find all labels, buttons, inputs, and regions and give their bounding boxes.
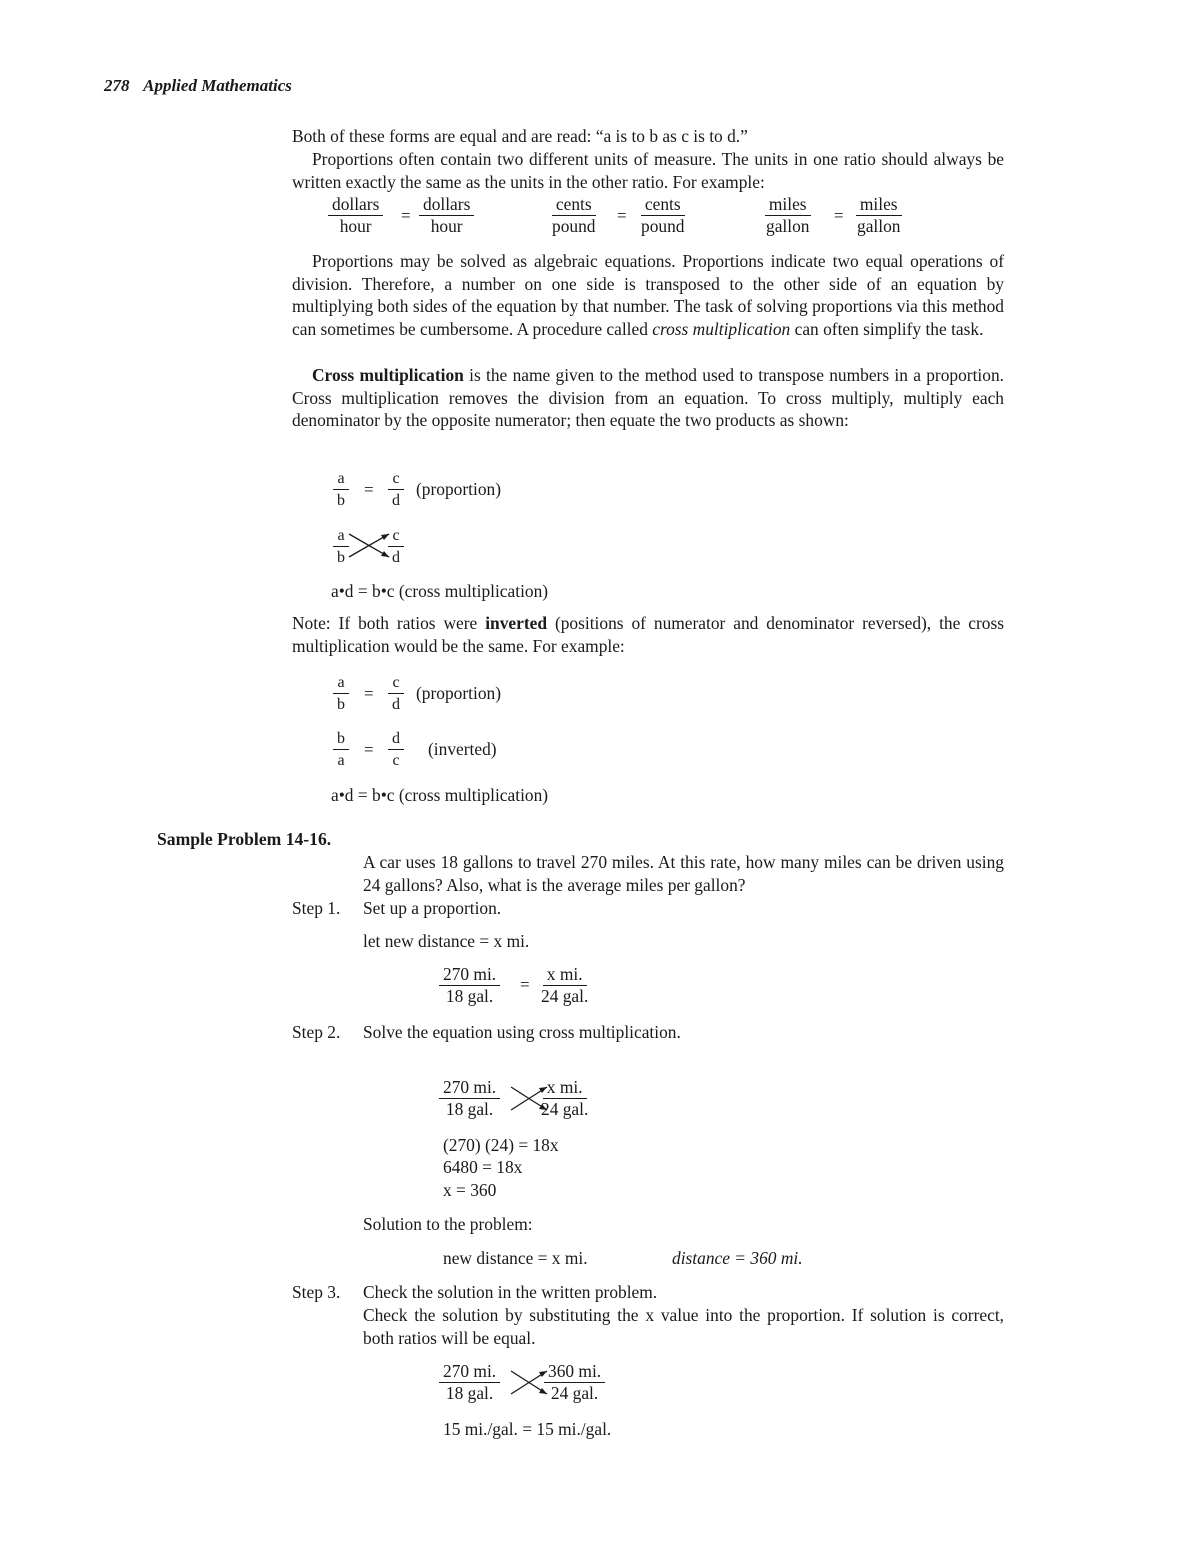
numerator: c xyxy=(388,468,403,490)
cross-arrows-icon xyxy=(509,1367,549,1397)
step2-label: Step 2. xyxy=(292,1022,341,1042)
solution-label: Solution to the problem: xyxy=(363,1214,533,1234)
label-proportion-2: (proportion) xyxy=(416,683,502,703)
numerator: x mi. xyxy=(543,964,587,986)
denominator: 18 gal. xyxy=(445,1099,494,1119)
unit-fraction-miles-right xyxy=(853,194,904,237)
equals-sign: = xyxy=(617,206,627,225)
text: (positions of numerator and denominator reversed), the cross multiplication would be the same. For example: xyxy=(292,613,1004,656)
step3-label: Step 3. xyxy=(292,1282,341,1302)
fraction-c-over-d-2 xyxy=(388,672,404,715)
calc-line-3: x = 360 xyxy=(443,1180,497,1200)
denominator: a xyxy=(337,752,345,769)
paragraph-note-inverted xyxy=(292,612,1004,657)
paragraph-units: Proportions often contain two different units of measure. The units in one ratio should always be written exactly the same as the units in the other ratio. For example: xyxy=(292,149,1004,192)
paragraph-cross-multiplication xyxy=(292,364,1004,432)
numerator: cents xyxy=(641,194,685,216)
sample-problem-text: A car uses 18 gallons to travel 270 miles. At this rate, how many miles can be driven using 24 gallons? Also, what is the average miles per gallon? xyxy=(363,852,1004,895)
denominator: 18 gal. xyxy=(445,986,494,1006)
denominator: 24 gal. xyxy=(541,986,589,1006)
calc-line-1: (270) (24) = 18x xyxy=(443,1135,559,1155)
paragraph-algebraic xyxy=(292,250,1004,340)
page-header xyxy=(104,76,292,96)
label-proportion: (proportion) xyxy=(416,479,502,499)
step3-detail: Check the solution by substituting the x value into the proportion. If solution is correct, both ratios will be equal. xyxy=(363,1305,1004,1348)
numerator: x mi. xyxy=(543,1077,587,1099)
numerator: a xyxy=(333,525,348,547)
paragraph-forms-equal: Both of these forms are equal and are read: “a is to b as c is to d.” xyxy=(292,126,748,146)
denominator: d xyxy=(392,696,400,713)
numerator: 270 mi. xyxy=(439,1361,500,1383)
unit-fraction-cents-left xyxy=(548,194,599,237)
denominator: c xyxy=(392,752,400,769)
fraction-270-over-18 xyxy=(439,964,500,1007)
numerator: 360 mi. xyxy=(544,1361,605,1383)
solution-left: new distance = x mi. xyxy=(443,1248,588,1268)
check-fraction-360-over-24 xyxy=(544,1361,605,1404)
fraction-a-over-b xyxy=(333,468,349,511)
text: Note: If both ratios were xyxy=(292,613,486,633)
denominator: hour xyxy=(339,216,372,236)
denominator: 24 gal. xyxy=(550,1383,599,1403)
term-cross-multiplication-bold: Cross multiplication xyxy=(312,365,464,385)
denominator: pound xyxy=(641,216,685,236)
cross-arrows-icon xyxy=(347,530,391,560)
book-title: Applied Mathematics xyxy=(143,76,292,95)
numerator: a xyxy=(333,468,348,490)
text: can often simplify the task. xyxy=(790,318,984,339)
page-number: 278 xyxy=(104,76,130,95)
numerator: c xyxy=(388,672,403,694)
denominator: b xyxy=(337,492,345,509)
denominator: b xyxy=(337,696,345,713)
cross-fraction-x-over-24 xyxy=(537,1077,592,1120)
solution-answer: distance = 360 mi. xyxy=(672,1248,803,1268)
unit-fraction-miles-left xyxy=(762,194,813,237)
fraction-b-over-a xyxy=(333,728,349,771)
numerator: d xyxy=(388,728,404,750)
denominator: d xyxy=(392,549,400,566)
fraction-x-over-24 xyxy=(537,964,592,1007)
denominator: b xyxy=(337,549,345,566)
cross-multiplication-result: a•d = b•c (cross multiplication) xyxy=(331,581,549,601)
step3-text: Check the solution in the written problem. xyxy=(363,1282,658,1302)
denominator: d xyxy=(392,492,400,509)
fraction-d-over-c xyxy=(388,728,404,771)
text: is the name given to the method used to transpose numbers in a proportion. Cross multiplication removes the division from an equation. To cross multiply, multiply each denominator by the opposite numerator; then equate the two products as shown: xyxy=(292,365,1004,431)
denominator: gallon xyxy=(766,216,810,236)
numerator: miles xyxy=(856,194,902,216)
calc-line-2: 6480 = 18x xyxy=(443,1157,523,1177)
equals-sign: = xyxy=(364,684,374,703)
numerator: cents xyxy=(552,194,596,216)
denominator: pound xyxy=(552,216,596,236)
label-inverted: (inverted) xyxy=(428,739,497,759)
step1-label: Step 1. xyxy=(292,898,341,918)
numerator: 270 mi. xyxy=(439,1077,500,1099)
numerator: miles xyxy=(765,194,811,216)
step2-text: Solve the equation using cross multiplication. xyxy=(363,1022,681,1042)
equals-sign: = xyxy=(834,206,844,225)
fraction-c-over-d xyxy=(388,468,404,511)
check-fraction-270-over-18 xyxy=(439,1361,500,1404)
term-inverted: inverted xyxy=(485,613,548,633)
numerator: c xyxy=(388,525,403,547)
text: Proportions may be solved as algebraic equations. Proportions indicate two equal operations of division. Therefore, a number on one side is transposed to the other side of an equation by multiplying both sides of the equation by that number. The task of solving proportions via this method can sometimes be cumbersome. A procedure called xyxy=(292,251,1004,339)
cross-multiplication-result-2: a•d = b•c (cross multiplication) xyxy=(331,785,549,805)
unit-fraction-dollars-left xyxy=(328,194,383,237)
denominator: 18 gal. xyxy=(445,1383,494,1403)
fraction-a-over-b-2 xyxy=(333,672,349,715)
numerator: b xyxy=(333,728,349,750)
cross-fraction-c-over-d xyxy=(388,525,404,568)
denominator: hour xyxy=(430,216,463,236)
unit-fraction-cents-right xyxy=(637,194,688,237)
numerator: dollars xyxy=(328,194,383,216)
numerator: 270 mi. xyxy=(439,964,500,986)
equals-sign: = xyxy=(520,975,530,994)
cross-fraction-270-over-18 xyxy=(439,1077,500,1120)
term-cross-multiplication: cross multiplication xyxy=(652,318,791,339)
equals-sign: = xyxy=(364,480,374,499)
step1-text: Set up a proportion. xyxy=(363,898,502,918)
equals-sign: = xyxy=(401,206,411,225)
denominator: gallon xyxy=(857,216,901,236)
numerator: a xyxy=(333,672,348,694)
sample-problem-title: Sample Problem 14-16. xyxy=(157,829,332,849)
numerator: dollars xyxy=(419,194,474,216)
let-new-distance: let new distance = x mi. xyxy=(363,931,530,951)
check-result: 15 mi./gal. = 15 mi./gal. xyxy=(443,1419,612,1439)
unit-fraction-dollars-right xyxy=(419,194,474,237)
denominator: 24 gal. xyxy=(541,1099,589,1119)
equals-sign: = xyxy=(364,740,374,759)
